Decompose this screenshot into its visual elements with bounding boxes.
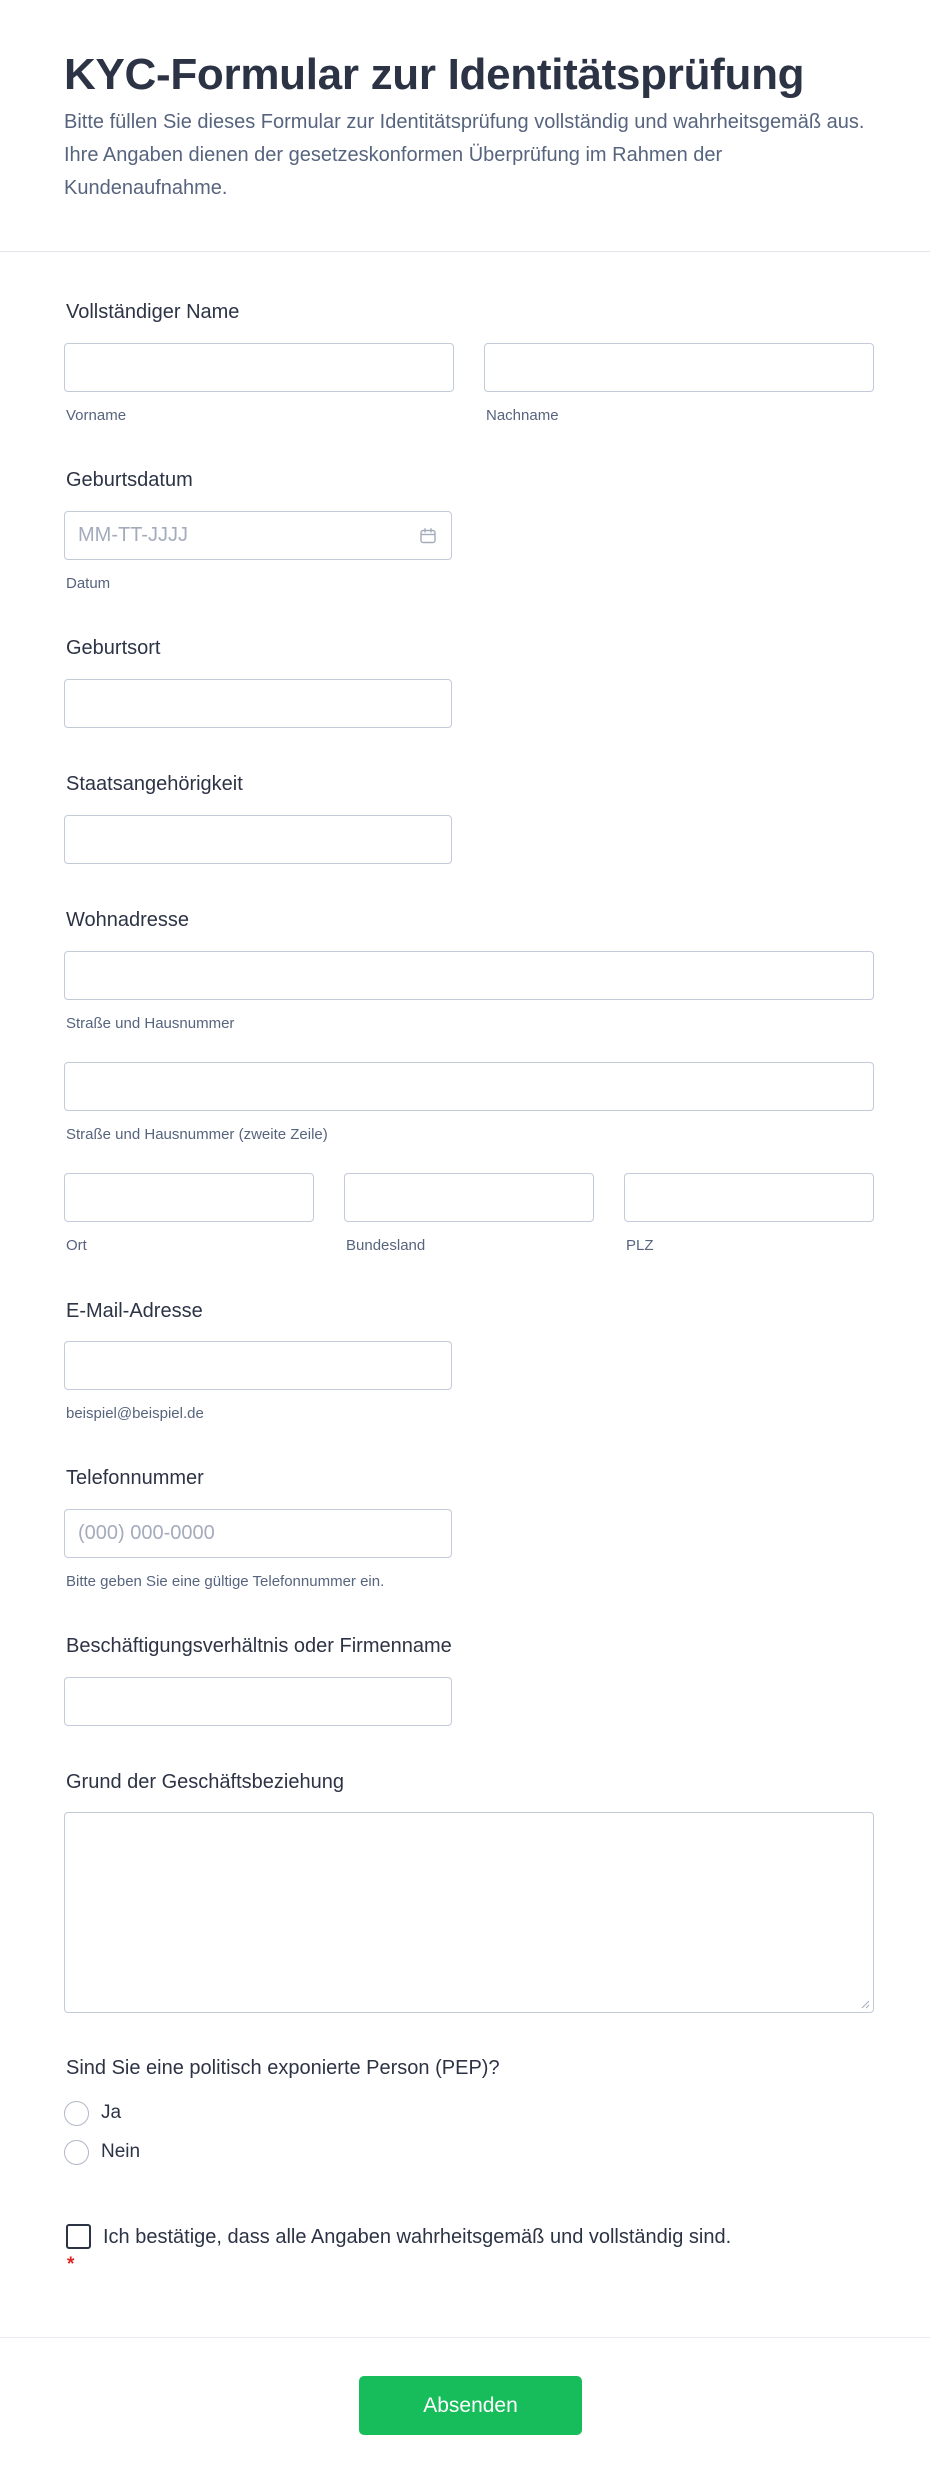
last-name-sublabel: Nachname <box>486 407 559 424</box>
form-title: KYC-Formular zur Identitätsprüfung <box>64 50 805 99</box>
employment-label: Beschäftigungsverhältnis oder Firmenname <box>66 1635 452 1657</box>
radio-yes-label[interactable]: Ja <box>101 2102 122 2123</box>
street2-sublabel: Straße und Hausnummer (zweite Zeile) <box>66 1126 328 1143</box>
phone-label: Telefonnummer <box>66 1467 204 1489</box>
street-sublabel: Straße und Hausnummer <box>66 1015 235 1032</box>
employment-input[interactable] <box>64 1677 452 1726</box>
confirm-label[interactable]: Ich bestätige, dass alle Angaben wahrheitsgemäß und vollständig sind. <box>103 2226 732 2248</box>
city-input[interactable] <box>64 1173 314 1222</box>
reason-textarea[interactable] <box>64 1812 874 2013</box>
birth-date-label: Geburtsdatum <box>66 469 193 491</box>
nationality-label: Staatsangehörigkeit <box>66 773 243 795</box>
city-sublabel: Ort <box>66 1237 87 1254</box>
radio-yes[interactable] <box>64 2101 89 2126</box>
footer-divider <box>0 2337 930 2338</box>
first-name-sublabel: Vorname <box>66 407 127 424</box>
full-name-label: Vollständiger Name <box>66 301 240 323</box>
submit-button[interactable]: Absenden <box>359 2376 582 2435</box>
zip-sublabel: PLZ <box>626 1237 654 1254</box>
zip-input[interactable] <box>624 1173 874 1222</box>
phone-input[interactable] <box>64 1509 452 1558</box>
calendar-icon[interactable] <box>419 527 437 545</box>
first-name-input[interactable] <box>64 343 454 392</box>
radio-no[interactable] <box>64 2140 89 2165</box>
confirm-checkbox[interactable] <box>66 2224 91 2249</box>
email-label: E-Mail-Adresse <box>66 1300 203 1322</box>
birth-place-input[interactable] <box>64 679 452 728</box>
street2-input[interactable] <box>64 1062 874 1111</box>
resize-handle-icon[interactable] <box>860 1999 870 2009</box>
required-mark: * <box>67 2254 75 2275</box>
form-header <box>0 0 930 252</box>
email-field[interactable] <box>64 1341 452 1390</box>
phone-placeholder: (000) 000-0000 <box>78 1522 215 1544</box>
street-input[interactable] <box>64 951 874 1000</box>
pep-label: Sind Sie eine politisch exponierte Person (PEP)? <box>66 2057 500 2079</box>
birth-date-sublabel: Datum <box>66 575 111 592</box>
radio-no-label[interactable]: Nein <box>101 2141 141 2162</box>
last-name-input[interactable] <box>484 343 874 392</box>
reason-label: Grund der Geschäftsbeziehung <box>66 1771 344 1793</box>
phone-sublabel: Bitte geben Sie eine gültige Telefonnummer ein. <box>66 1573 385 1590</box>
birth-date-placeholder: MM-TT-JJJJ <box>78 524 188 546</box>
birth-place-label: Geburtsort <box>66 637 161 659</box>
birth-date-input[interactable] <box>64 511 452 560</box>
state-input[interactable] <box>344 1173 594 1222</box>
email-sublabel: beispiel@beispiel.de <box>66 1405 204 1422</box>
form-description: Bitte füllen Sie dieses Formular zur Identitätsprüfung vollständig und wahrheitsgemäß aus. Ihre Angaben dienen der gesetzeskonformen Überprüfung im Rahmen der Kundenaufnahme. <box>64 111 865 199</box>
address-label: Wohnadresse <box>66 909 190 931</box>
state-sublabel: Bundesland <box>346 1237 426 1254</box>
nationality-input[interactable] <box>64 815 452 864</box>
